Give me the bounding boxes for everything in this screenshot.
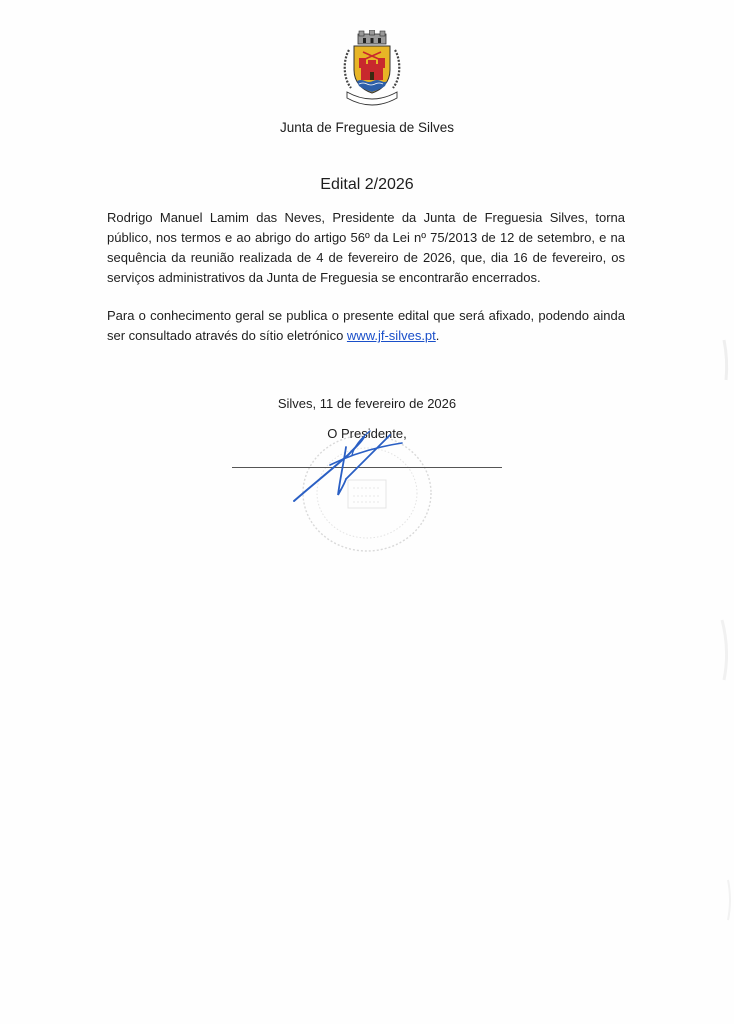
body-paragraph-announcement: Rodrigo Manuel Lamim das Neves, Presidente da Junta de Freguesia Silves, torna público, nos termos e ao abrigo do artigo 56º da Lei nº 75/2013 de 12 de setembro, e na sequência da reunião realizada de 4 de fevereiro de 2026, que, dia 16 de fevereiro, os serviços administrativos da Junta de Freguesia se encontrarão encerrados. — [107, 210, 625, 285]
document-title: Edital 2/2026 — [320, 176, 414, 193]
signer-role: O Presidente, — [327, 426, 407, 441]
organization-name: Junta de Freguesia de Silves — [279, 120, 455, 135]
scan-bleed-through — [704, 0, 734, 1024]
publication-end: . — [435, 328, 440, 343]
handwritten-signature-icon — [290, 425, 420, 505]
coat-of-arms-icon — [339, 30, 405, 106]
website-link[interactable]: www.jf-silves.pt — [346, 328, 436, 343]
body-paragraph-publication — [107, 306, 625, 346]
publication-text: Para o conhecimento geral se publica o presente edital que será afixado, podendo ainda ser consultado através do sítio eletrónico — [107, 308, 625, 343]
place-and-date: Silves, 11 de fevereiro de 2026 — [277, 396, 457, 411]
